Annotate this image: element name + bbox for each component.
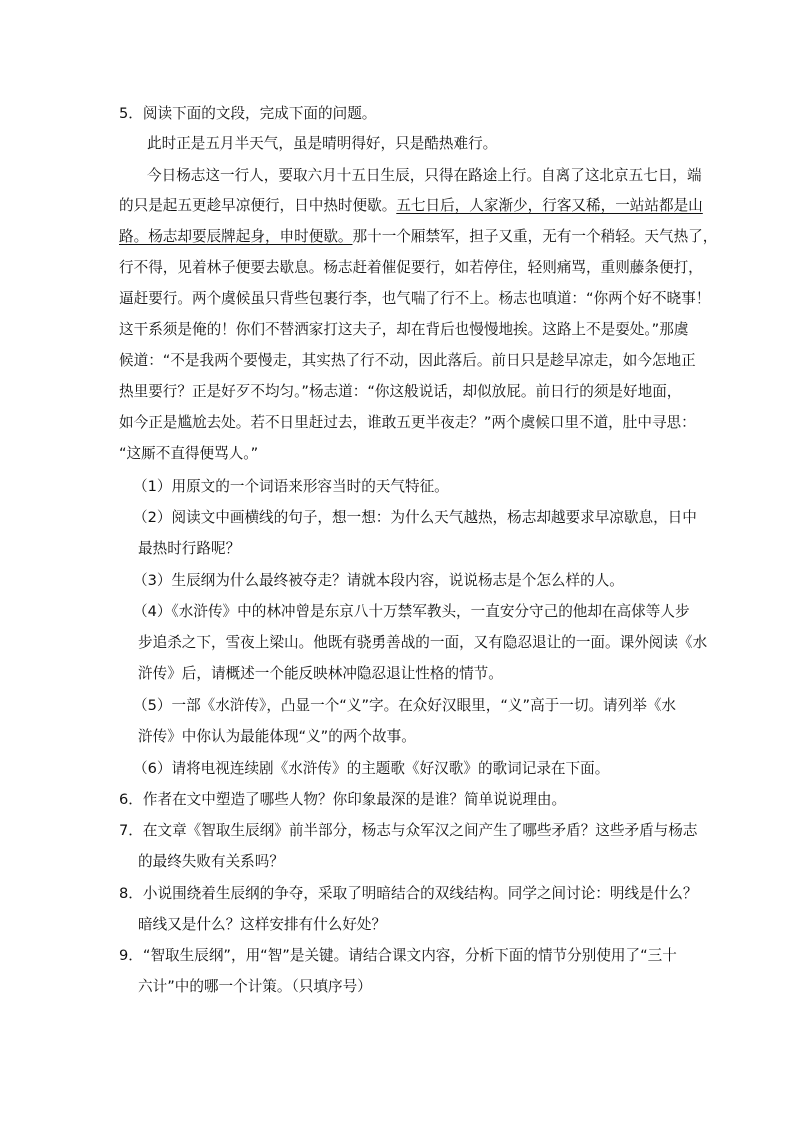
question-7: 7．在文章《智取生辰纲》前半部分，杨志与众军汉之间产生了哪些矛盾？这些矛盾与杨志 [119, 822, 698, 839]
passage-line: 今日杨志这一行人，要取六月十五日生辰，只得在路途上行。自离了这北京五七日，端 [147, 167, 702, 184]
passage-line: 如今正是尴尬去处。若不日里赶过去，谁敢五更半夜走？”两个虞候口里不道，肚中寻思： [119, 414, 696, 431]
question-5-heading: 5．阅读下面的文段，完成下面的问题。 [119, 105, 377, 122]
question-9-cont: 六计”中的哪一个计策。（只填序号） [138, 978, 372, 995]
sub-question-5-cont: 浒传》中你认为最能体现“义”的两个故事。 [138, 728, 416, 745]
question-6: 6．作者在文中塑造了哪些人物？你印象最深的是谁？简单说说理由。 [119, 791, 567, 808]
sub-question-4-cont: 浒传》后，请概述一个能反映林冲隐忍退让性格的情节。 [138, 665, 503, 682]
sub-question-5: （5）一部《水浒传》，凸显一个“义”字。在众好汉眼里，“义”高于一切。请列举《水 [133, 697, 677, 714]
sub-question-4: （4）《水浒传》中的林冲曾是东京八十万禁军教头，一直安分守己的他却在高俅等人步 [133, 603, 690, 620]
passage-line [119, 195, 703, 217]
passage-line [119, 226, 717, 248]
question-7-cont: 的最终失败有关系吗？ [138, 853, 284, 870]
underlined-sentence: 路。杨志却要辰牌起身，申时便歇。 [119, 228, 353, 245]
passage-line: 行不得，见着林子便要去歇息。杨志赶着催促要行，如若停住，轻则痛骂，重则藤条便打， [119, 259, 703, 276]
sub-question-2: （2）阅读文中画横线的句子，想一想：为什么天气越热，杨志却越要求早凉歇息，日中 [133, 509, 697, 526]
passage-line: 候道：“不是我两个要慢走，其实热了行不动，因此落后。前日只是趁早凉走，如今怎地正 [119, 352, 696, 369]
question-9: 9．“智取生辰纲”，用“智”是关键。请结合课文内容，分析下面的情节分别使用了“三十 [119, 947, 677, 964]
passage-text: 的只是起五更趁早凉便行，日中热时便歇。 [119, 197, 397, 214]
passage-paragraph-1: 此时正是五月半天气，虽是晴明得好，只是酷热难行。 [147, 135, 498, 152]
passage-line: “这厮不直得便骂人。” [119, 445, 259, 462]
question-8: 8．小说围绕着生辰纲的争夺，采取了明暗结合的双线结构。同学之间讨论：明线是什么？ [119, 885, 698, 902]
passage-line: 逼赶要行。两个虞候虽只背些包裹行李，也气喘了行不上。杨志也嗔道：“你两个好不晓事！ [119, 290, 711, 307]
sub-question-1: （1）用原文的一个词语来形容当时的天气特征。 [133, 478, 449, 495]
sub-question-2-cont: 最热时行路呢？ [138, 540, 241, 557]
sub-question-3: （3）生辰纲为什么最终被夺走？请就本段内容，说说杨志是个怎么样的人。 [133, 572, 624, 589]
underlined-sentence: 五七日后，人家渐少，行客又稀，一站站都是山 [396, 197, 703, 214]
passage-line: 这干系须是俺的！你们不替洒家打这夫子，却在背后也慢慢地挨。这路上不是耍处。”那虞 [119, 321, 689, 338]
passage-line: 热里要行？正是好歹不均匀。”杨志道：“你这般说话，却似放屁。前日行的须是好地面， [119, 383, 682, 400]
passage-text: 那十一个厢禁军，担子又重，无有一个稍轻。天气热了， [352, 228, 718, 245]
sub-question-6: （6）请将电视连续剧《水浒传》的主题歌《好汉歌》的歌词记录在下面。 [133, 760, 610, 777]
sub-question-4-cont: 步追杀之下，雪夜上梁山。他既有骁勇善战的一面，又有隐忍退让的一面。课外阅读《水 [138, 634, 708, 651]
question-8-cont: 暗线又是什么？这样安排有什么好处？ [138, 916, 387, 933]
